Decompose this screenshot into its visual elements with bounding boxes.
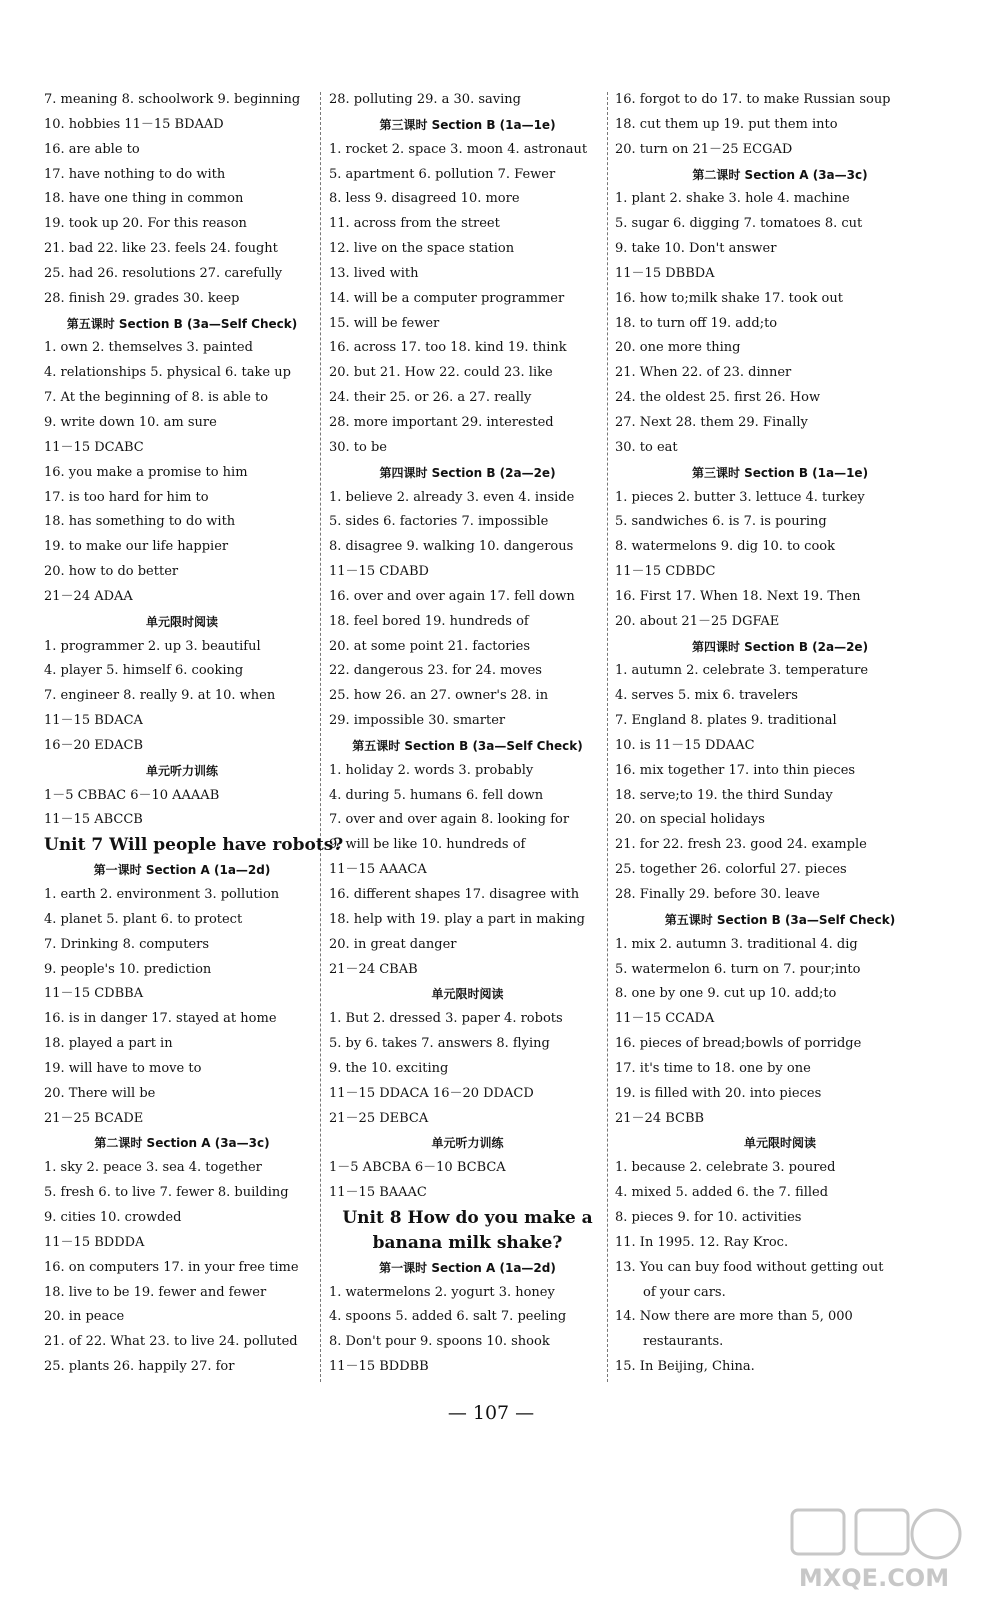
answer-line: 11－15 BAAAC [329,1185,427,1201]
answer-line: 20. one more thing [615,340,741,356]
answer-line: 11－15 CDBDC [615,564,716,580]
section-heading: 第二课时 Section A (3a—3c) [94,1136,270,1151]
answer-line: 16. across 17. too 18. kind 19. think [329,340,567,356]
answer-line: 16. how to;milk shake 17. took out [615,290,843,306]
answer-line: 21－24 BCBB [615,1110,705,1126]
answer-line: 15. will be fewer [329,315,440,331]
section-heading: 第三课时 Section B (1a—1e) [379,117,556,132]
answer-line: 11－15 DCABC [44,439,144,455]
unit-title: Unit 8 How do you make a [342,1207,593,1228]
answer-line: 11. across from the street [329,216,500,232]
answer-line: 16. you make a promise to him [44,464,248,480]
answer-line: 1. own 2. themselves 3. painted [44,340,253,356]
answer-line: 1. watermelons 2. yogurt 3. honey [329,1284,555,1300]
answer-line: 20. in great danger [329,936,457,952]
section-heading: 第一课时 Section A (1a—2d) [379,1260,556,1275]
answer-line: 7. England 8. plates 9. traditional [615,713,837,729]
section-heading: 单元听力训练 [431,1136,504,1151]
page-number: — 107 — [447,1402,535,1424]
section-heading: 第四课时 Section B (2a—2e) [691,639,869,654]
column-divider [320,92,321,1382]
section-heading: 单元限时阅读 [145,614,218,629]
answer-line: 1. because 2. celebrate 3. poured [615,1160,836,1176]
answer-line: 7. Drinking 8. computers [44,936,210,952]
answer-line: 20. at some point 21. factories [329,638,531,654]
answer-line: 4. relationships 5. physical 6. take up [44,365,291,381]
answer-line: 5. sandwiches 6. is 7. is pouring [615,514,827,530]
answer-column-1 [44,88,344,1380]
answer-line: 1－5 ABCBA 6－10 BCBCA [329,1160,506,1176]
answer-line: 1. holiday 2. words 3. probably [329,762,534,778]
answer-line: 11－15 CCADA [615,1011,715,1027]
answer-line: 7. meaning 8. schoolwork 9. beginning [44,92,301,107]
unit-title: Unit 7 Will people have robots? [44,835,344,856]
answer-line: 9. will be like 10. hundreds of [329,837,526,853]
answer-line: 21. bad 22. like 23. feels 24. fought [44,241,278,257]
answer-line: 7. At the beginning of 8. is able to [44,390,269,406]
answer-line: 19. to make our life happier [44,539,229,555]
answer-line: 21－24 CBAB [329,961,418,977]
answer-line: 10. hobbies 11－15 BDAAD [44,116,224,132]
answer-line: 1. autumn 2. celebrate 3. temperature [615,663,869,679]
answer-line: 20. about 21－25 DGFAE [615,613,780,629]
answer-line: 28. more important 29. interested [329,414,554,430]
answer-line: 30. to be [329,439,388,455]
answer-line: 20. turn on 21－25 ECGAD [615,141,793,157]
watermark-logo [784,1500,964,1592]
answer-line: 1. rocket 2. space 3. moon 4. astronaut [329,141,588,157]
section-heading: 单元听力训练 [145,763,218,778]
answer-column-2 [329,88,606,1380]
answer-line: 11－15 AAACA [329,862,427,878]
answer-line: 10. is 11－15 DDAAC [615,737,755,753]
section-heading: 第四课时 Section B (2a—2e) [379,465,556,480]
answer-line: 8. disagree 9. walking 10. dangerous [329,539,574,555]
answer-line: 20. in peace [44,1309,125,1325]
answer-line: 16. First 17. When 18. Next 19. Then [615,588,861,604]
answer-line: 4. spoons 5. added 6. salt 7. peeling [329,1309,567,1325]
section-heading: 第五课时 Section B (3a—Self Check) [664,912,896,927]
answer-line: 11－15 CDBBA [44,986,144,1002]
answer-line: 16. over and over again 17. fell down [329,588,575,604]
answer-line: 18. to turn off 19. add;to [615,315,778,331]
answer-line: 1－5 CBBAC 6－10 AAAAB [44,787,220,803]
answer-line: 20. but 21. How 22. could 23. like [329,365,553,381]
answer-line: 11－15 BDACA [44,713,143,729]
answer-line: 20. on special holidays [615,812,765,828]
answer-line: 18. have one thing in common [44,191,244,207]
section-heading: 第一课时 Section A (1a—2d) [93,863,271,878]
answer-line: 13. lived with [329,265,419,281]
answer-line: 21－24 ADAA [44,588,133,604]
answer-line: 7. over and over again 8. looking for [329,812,570,828]
answer-line: 24. their 25. or 26. a 27. really [329,390,532,406]
answer-line: 27. Next 28. them 29. Finally [615,414,808,430]
answer-line: 4. during 5. humans 6. fell down [329,787,544,803]
answer-line: 11－15 BDDDA [44,1234,145,1250]
answer-line: 21－25 DEBCA [329,1110,429,1126]
answer-line: 4. mixed 5. added 6. the 7. filled [615,1185,829,1201]
answer-line: 17. it's time to 18. one by one [615,1060,811,1076]
answer-line: 11－15 DBBDA [615,265,715,281]
answer-line: 9. write down 10. am sure [44,414,217,430]
answer-line: 18. feel bored 19. hundreds of [329,613,529,629]
answer-line: 1. programmer 2. up 3. beautiful [44,638,261,654]
answer-line: 11－15 DDACA 16－20 DDACD [329,1085,534,1101]
answer-line: 11－15 BDDBB [329,1359,429,1375]
answer-line: 18. cut them up 19. put them into [615,116,838,132]
answer-line: 9. take 10. Don't answer [615,241,777,257]
answer-line: 13. You can buy food without getting out [615,1259,884,1275]
answer-line: 29. impossible 30. smarter [329,713,506,729]
answer-line: 19. is filled with 20. into pieces [615,1085,822,1101]
answer-line: 8. less 9. disagreed 10. more [329,191,520,207]
answer-line: 11. In 1995. 12. Ray Kroc. [615,1234,789,1250]
section-heading: 单元限时阅读 [743,1136,816,1151]
answer-line: 14. will be a computer programmer [329,290,565,306]
answer-line: 5. apartment 6. pollution 7. Fewer [329,166,556,182]
answer-line: 25. together 26. colorful 27. pieces [615,862,847,878]
answer-line: 14. Now there are more than 5, 000 [615,1309,853,1325]
answer-line: 30. to eat [615,439,678,455]
answer-line: 4. planet 5. plant 6. to protect [44,911,243,927]
answer-line: 18. played a part in [44,1036,173,1052]
answer-line: of your cars. [643,1284,726,1300]
answer-line: 9. cities 10. crowded [44,1209,182,1225]
answer-line: 19. will have to move to [44,1060,202,1076]
answer-line: 1. plant 2. shake 3. hole 4. machine [615,191,850,207]
section-heading: 第三课时 Section B (1a—1e) [691,465,869,480]
answer-line: 28. polluting 29. a 30. saving [329,92,521,107]
answer-line: 5. watermelon 6. turn on 7. pour;into [615,961,861,977]
answer-line: 9. the 10. exciting [329,1060,449,1076]
answer-line: 5. sides 6. factories 7. impossible [329,514,549,530]
answer-line: 16. forgot to do 17. to make Russian soup [615,92,891,107]
answer-line: 17. have nothing to do with [44,166,226,182]
answer-line: 1. pieces 2. butter 3. lettuce 4. turkey [615,489,865,505]
answer-line: 8. pieces 9. for 10. activities [615,1209,802,1225]
section-heading: 第五课时 Section B (3a—Self Check) [352,738,583,753]
section-heading: 第五课时 Section B (3a—Self Check) [66,316,298,331]
answer-line: 25. had 26. resolutions 27. carefully [44,265,283,281]
answer-line: 21. for 22. fresh 23. good 24. example [615,837,867,853]
answer-line: 28. Finally 29. before 30. leave [615,887,820,902]
answer-line: 16. on computers 17. in your free time [44,1259,299,1275]
answer-line: 20. how to do better [44,564,179,580]
answer-line: 12. live on the space station [329,241,515,257]
answer-line: 5. by 6. takes 7. answers 8. flying [329,1036,550,1052]
answer-line: 1. mix 2. autumn 3. traditional 4. dig [615,936,858,952]
column-divider [607,92,608,1382]
answer-line: 5. sugar 6. digging 7. tomatoes 8. cut [615,216,863,232]
answer-line: 24. the oldest 25. first 26. How [615,390,821,406]
answer-line: 16. pieces of bread;bowls of porridge [615,1036,862,1052]
answer-line: 1. earth 2. environment 3. pollution [44,887,280,902]
answer-line: 8. one by one 9. cut up 10. add;to [615,986,837,1002]
answer-column-3 [615,88,945,1380]
answer-line: 4. serves 5. mix 6. travelers [615,688,798,704]
answer-line: 8. Don't pour 9. spoons 10. shook [329,1334,550,1350]
answer-line: 28. finish 29. grades 30. keep [44,290,240,306]
answer-line: 1. sky 2. peace 3. sea 4. together [44,1160,262,1176]
answer-line: 5. fresh 6. to live 7. fewer 8. building [44,1185,289,1201]
answer-line: 16－20 EDACB [44,737,144,753]
answer-line: restaurants. [643,1334,724,1350]
answer-line: 15. In Beijing, China. [615,1359,755,1375]
answer-line: 19. took up 20. For this reason [44,216,247,232]
section-heading: 单元限时阅读 [431,987,504,1002]
answer-line: 21. of 22. What 23. to live 24. polluted [44,1334,298,1350]
answer-line: 4. player 5. himself 6. cooking [44,663,244,679]
answer-line: 1. believe 2. already 3. even 4. inside [329,489,575,505]
answer-line: 9. people's 10. prediction [44,961,212,977]
answer-line: 18. serve;to 19. the third Sunday [615,787,833,803]
answer-line: 18. help with 19. play a part in making [329,911,586,927]
watermark-text: MXQE.COM [798,1564,950,1592]
answer-line: 16. is in danger 17. stayed at home [44,1011,277,1027]
answer-line: 20. There will be [44,1085,156,1101]
answer-line: 22. dangerous 23. for 24. moves [329,663,542,679]
answer-line: 7. engineer 8. really 9. at 10. when [44,688,276,704]
answer-line: 11－15 ABCCB [44,812,143,828]
answer-line: 16. mix together 17. into thin pieces [615,762,856,778]
answer-line: 16. different shapes 17. disagree with [329,887,580,902]
answer-line: 18. live to be 19. fewer and fewer [44,1284,267,1300]
answer-line: 8. watermelons 9. dig 10. to cook [615,539,835,555]
answer-line: 17. is too hard for him to [44,489,209,505]
answer-line: 21. When 22. of 23. dinner [615,365,792,381]
answer-line: 25. plants 26. happily 27. for [44,1359,235,1375]
section-heading: 第二课时 Section A (3a—3c) [692,167,868,182]
answer-line: 18. has something to do with [44,514,236,530]
answer-line: 21－25 BCADE [44,1110,144,1126]
answer-line: 16. are able to [44,141,140,157]
answer-line: 1. But 2. dressed 3. paper 4. robots [329,1011,563,1027]
answer-line: 25. how 26. an 27. owner's 28. in [329,688,549,704]
unit-title: banana milk shake? [372,1232,563,1253]
answer-line: 11－15 CDABD [329,564,429,580]
